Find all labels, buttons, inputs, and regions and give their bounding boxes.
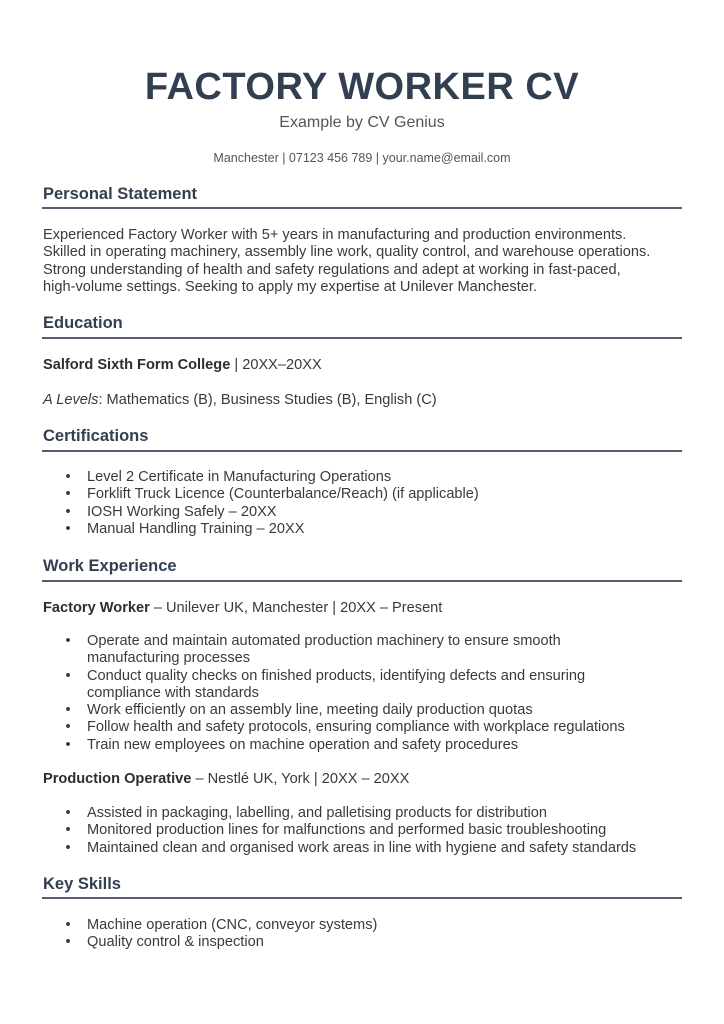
bullet-icon: •: [65, 839, 71, 856]
bullet-icon: •: [65, 822, 71, 839]
school-name: Salford Sixth Form College: [43, 357, 231, 373]
job-details: – Nestlé UK, York | 20XX – 20XX: [191, 771, 410, 787]
section-divider: [42, 897, 682, 899]
section-divider: [42, 580, 682, 582]
skill-item: • Quality control & inspection: [0, 934, 680, 951]
certification-item: • Level 2 Certificate in Manufacturing Operations: [0, 469, 680, 486]
job-bullets: [0, 805, 680, 857]
bullet-icon: •: [65, 520, 71, 537]
education-entry: [43, 356, 322, 374]
bullet-icon: •: [65, 736, 71, 753]
job-bullet: • Monitored production lines for malfunctions and performed basic troubleshooting: [0, 822, 680, 839]
bullet-icon: •: [65, 934, 71, 951]
bullet-icon: •: [65, 719, 71, 736]
section-divider: [42, 450, 682, 452]
bullet-icon: •: [65, 667, 71, 684]
job-title: Production Operative: [43, 771, 192, 787]
section-heading-key-skills: Key Skills: [43, 875, 121, 893]
personal-statement-text: [43, 227, 693, 296]
job-details: – Unilever UK, Manchester | 20XX – Present: [149, 600, 443, 616]
cv-title: FACTORY WORKER CV: [144, 66, 580, 108]
bullet-icon: •: [65, 702, 71, 719]
section-heading-personal-statement: Personal Statement: [43, 185, 198, 203]
section-divider: [42, 337, 682, 339]
job-bullets: [0, 633, 680, 754]
job-bullet: • Operate and maintain automated production machinery to ensure smooth manufacturing processes: [0, 633, 680, 668]
statement-line: Strong understanding of health and safety regulations and adept at working in fast-paced,: [43, 261, 621, 278]
bullet-icon: •: [65, 917, 71, 933]
job-bullet: • Work efficiently on an assembly line, meeting daily production quotas: [0, 702, 680, 719]
section-heading-education: Education: [43, 314, 123, 332]
qualification-detail: : Mathematics (B), Business Studies (B), English (C): [98, 392, 437, 408]
bullet-icon: •: [65, 503, 71, 520]
statement-line: high-volume settings. Seeking to apply my expertise at Unilever Manchester.: [43, 278, 537, 295]
certification-item: • Forklift Truck Licence (Counterbalance/Reach) (if applicable): [0, 486, 680, 503]
section-heading-certifications: Certifications: [43, 427, 149, 445]
skill-item: • Machine operation (CNC, conveyor systems): [0, 917, 680, 934]
statement-line: Skilled in operating machinery, assembly line work, quality control, and warehouse operations.: [43, 244, 651, 261]
certification-item: • IOSH Working Safely – 20XX: [0, 504, 680, 521]
education-dates: | 20XX–20XX: [230, 357, 322, 373]
job-heading: [43, 599, 442, 617]
job-bullet: • Train new employees on machine operation and safety procedures: [0, 737, 680, 754]
key-skills-list: [0, 917, 680, 952]
certification-item: • Manual Handling Training – 20XX: [0, 521, 680, 538]
bullet-icon: •: [65, 469, 71, 485]
contact-info: Manchester | 07123 456 789 | your.name@email.com: [213, 151, 511, 165]
job-bullet: • Follow health and safety protocols, ensuring compliance with workplace regulations: [0, 719, 680, 736]
bullet-icon: •: [65, 805, 71, 821]
cv-subtitle: Example by CV Genius: [279, 114, 445, 131]
bullet-icon: •: [65, 633, 71, 649]
section-divider: [42, 207, 682, 209]
section-heading-work-experience: Work Experience: [43, 557, 177, 575]
job-bullet: • Assisted in packaging, labelling, and palletising products for distribution: [0, 805, 680, 822]
education-qualification: [43, 391, 437, 409]
job-bullet: • Conduct quality checks on finished products, identifying defects and ensuring compliance with standards: [0, 668, 680, 703]
bullet-icon: •: [65, 486, 71, 503]
job-heading: [43, 770, 409, 788]
statement-line: Experienced Factory Worker with 5+ years in manufacturing and production environments.: [43, 227, 627, 243]
job-bullet: • Maintained clean and organised work areas in line with hygiene and safety standards: [0, 840, 680, 857]
job-title: Factory Worker: [43, 600, 150, 616]
qualification-label: A Levels: [43, 392, 99, 408]
certifications-list: [0, 469, 680, 538]
